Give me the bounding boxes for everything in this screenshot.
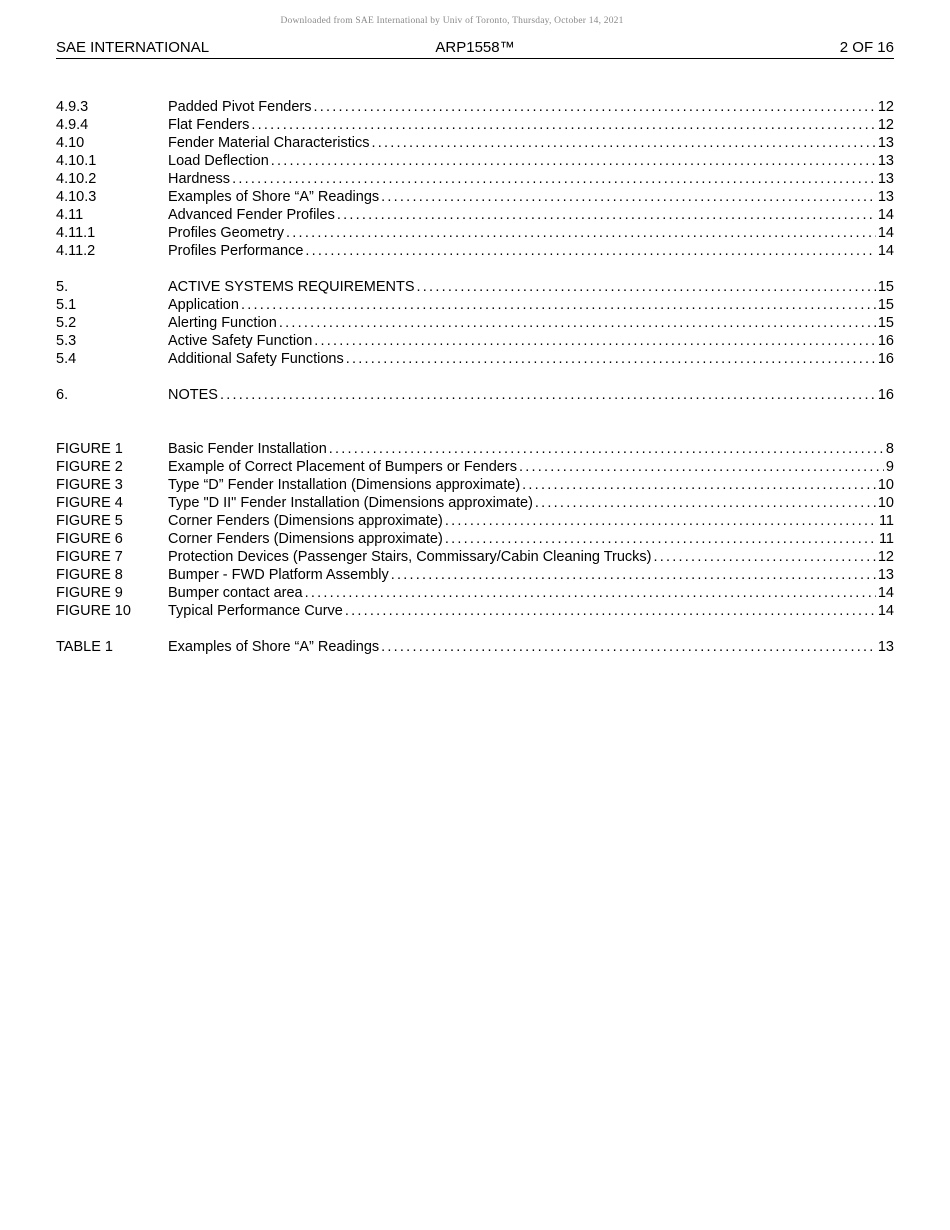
toc-entry-title: Advanced Fender Profiles: [168, 207, 335, 223]
toc-entry-number: 4.10: [56, 135, 85, 151]
toc-entry-number: 4.10.1: [56, 153, 97, 169]
toc-entry[interactable]: [56, 548, 894, 566]
toc-entry[interactable]: [56, 440, 894, 458]
toc-entry-number: 4.9.3: [56, 99, 89, 115]
toc-entry-page: 11: [878, 513, 894, 529]
toc-entry-number: FIGURE 3: [56, 477, 123, 493]
toc-entry[interactable]: [56, 116, 894, 134]
dot-leader: [381, 188, 876, 206]
download-watermark: Downloaded from SAE International by Univ of Toronto, Thursday, October 14, 2021: [280, 16, 624, 26]
toc-entry[interactable]: [56, 188, 894, 206]
header-page-number: 2 OF 16: [839, 39, 894, 56]
table-of-contents: [56, 98, 894, 656]
toc-entry-title: Typical Performance Curve: [168, 603, 343, 619]
toc-entry-page: 13: [877, 567, 894, 583]
toc-entry-number: 5.: [56, 279, 69, 295]
toc-entry-number: 5.2: [56, 315, 77, 331]
list-of-figures: [56, 440, 894, 620]
toc-entry-title: Active Safety Function: [168, 333, 313, 349]
spacer: [56, 260, 894, 278]
toc-entry-number: 4.10.2: [56, 171, 97, 187]
toc-entry-number: FIGURE 10: [56, 603, 131, 619]
toc-entry-title: Padded Pivot Fenders: [168, 99, 312, 115]
dot-leader: [381, 638, 876, 656]
toc-entry-number: 4.11.2: [56, 243, 96, 259]
toc-entry-number: FIGURE 9: [56, 585, 123, 601]
toc-entry-number: FIGURE 4: [56, 495, 123, 511]
dot-leader: [329, 440, 884, 458]
toc-entry-number: 4.10.3: [56, 189, 97, 205]
toc-entry[interactable]: [56, 170, 894, 188]
list-of-tables: [56, 638, 894, 656]
toc-entry-title: Examples of Shore “A” Readings: [168, 639, 380, 655]
dot-leader: [305, 584, 876, 602]
spacer: [56, 404, 894, 440]
dot-leader: [286, 224, 876, 242]
dot-leader: [445, 512, 877, 530]
dot-leader: [241, 296, 876, 314]
toc-entry-number: TABLE 1: [56, 639, 113, 655]
toc-entry-title: Hardness: [168, 171, 231, 187]
toc-entry-title: Fender Material Characteristics: [168, 135, 370, 151]
toc-entry-page: 16: [877, 387, 894, 403]
toc-entry[interactable]: [56, 206, 894, 224]
toc-entry-number: 4.11.1: [56, 225, 96, 241]
toc-entry-title: ACTIVE SYSTEMS REQUIREMENTS: [168, 279, 415, 295]
toc-entry-title: Bumper contact area: [168, 585, 303, 601]
toc-entry-page: 13: [877, 639, 894, 655]
toc-entry[interactable]: [56, 278, 894, 296]
toc-entry-number: 4.11: [56, 207, 84, 223]
toc-entry-page: 15: [877, 315, 894, 331]
toc-group-section-5: [56, 278, 894, 368]
toc-entry-page: 10: [877, 477, 894, 493]
toc-entry-page: 16: [877, 333, 894, 349]
toc-entry-number: FIGURE 5: [56, 513, 123, 529]
toc-entry[interactable]: [56, 530, 894, 548]
toc-entry-number: FIGURE 8: [56, 567, 123, 583]
toc-entry-title: Load Deflection: [168, 153, 269, 169]
toc-entry[interactable]: [56, 458, 894, 476]
dot-leader: [279, 314, 876, 332]
spacer: [56, 368, 894, 386]
header-document-number: ARP1558™: [435, 39, 515, 56]
toc-entry[interactable]: [56, 566, 894, 584]
toc-entry-title: Application: [168, 297, 239, 313]
toc-entry-page: 14: [877, 225, 894, 241]
toc-entry-page: 12: [877, 99, 894, 115]
toc-entry-page: 12: [877, 549, 894, 565]
toc-entry-title: Corner Fenders (Dimensions approximate): [168, 531, 443, 547]
header-organization: SAE INTERNATIONAL: [56, 39, 210, 56]
toc-entry[interactable]: [56, 314, 894, 332]
toc-entry[interactable]: [56, 134, 894, 152]
toc-entry-page: 9: [885, 459, 894, 475]
toc-entry[interactable]: [56, 152, 894, 170]
toc-entry-page: 16: [877, 351, 894, 367]
toc-entry-page: 15: [877, 297, 894, 313]
dot-leader: [313, 98, 875, 116]
toc-entry-title: Alerting Function: [168, 315, 277, 331]
toc-entry-page: 10: [877, 495, 894, 511]
page-header: [56, 38, 894, 59]
dot-leader: [220, 386, 876, 404]
toc-entry-title: Example of Correct Placement of Bumpers or Fenders: [168, 459, 517, 475]
toc-entry-number: 5.3: [56, 333, 77, 349]
dot-leader: [251, 116, 875, 134]
toc-entry-page: 13: [877, 171, 894, 187]
dot-leader: [445, 530, 877, 548]
dot-leader: [337, 206, 876, 224]
toc-entry-title: Basic Fender Installation: [168, 441, 327, 457]
toc-entry-title: Type "D II" Fender Installation (Dimensions approximate): [168, 495, 533, 511]
toc-entry[interactable]: [56, 512, 894, 530]
dot-leader: [535, 494, 876, 512]
toc-entry-page: 13: [877, 153, 894, 169]
toc-entry-page: 14: [877, 585, 894, 601]
toc-entry[interactable]: [56, 386, 894, 404]
toc-entry-number: 5.1: [56, 297, 77, 313]
toc-entry-title: Flat Fenders: [168, 117, 250, 133]
dot-leader: [345, 602, 876, 620]
toc-entry-number: FIGURE 7: [56, 549, 123, 565]
spacer: [56, 620, 894, 638]
toc-entry-page: 13: [877, 135, 894, 151]
dot-leader: [522, 476, 876, 494]
toc-group-section-6: [56, 386, 894, 404]
toc-entry[interactable]: [56, 98, 894, 116]
toc-entry-page: 11: [878, 531, 894, 547]
toc-entry-title: Corner Fenders (Dimensions approximate): [168, 513, 443, 529]
toc-entry-number: FIGURE 1: [56, 441, 123, 457]
toc-entry[interactable]: [56, 476, 894, 494]
toc-entry-title: Type “D” Fender Installation (Dimensions approximate): [168, 477, 521, 493]
dot-leader: [346, 350, 876, 368]
toc-entry[interactable]: [56, 296, 894, 314]
toc-entry-title: NOTES: [168, 387, 218, 403]
toc-entry[interactable]: [56, 224, 894, 242]
toc-entry[interactable]: [56, 638, 894, 656]
toc-entry-title: Bumper - FWD Platform Assembly: [168, 567, 389, 583]
toc-entry[interactable]: [56, 242, 894, 260]
toc-entry[interactable]: [56, 584, 894, 602]
toc-entry-page: 14: [877, 243, 894, 259]
toc-entry-page: 15: [877, 279, 894, 295]
toc-entry-page: 14: [877, 207, 894, 223]
dot-leader: [232, 170, 876, 188]
toc-entry-title: Profiles Geometry: [168, 225, 285, 241]
toc-entry[interactable]: [56, 602, 894, 620]
toc-entry-number: 4.9.4: [56, 117, 89, 133]
dot-leader: [654, 548, 876, 566]
dot-leader: [271, 152, 876, 170]
toc-entry-number: 5.4: [56, 351, 77, 367]
toc-entry-title: Examples of Shore “A” Readings: [168, 189, 380, 205]
toc-entry-number: FIGURE 6: [56, 531, 123, 547]
toc-entry-number: FIGURE 2: [56, 459, 123, 475]
toc-group-section-4: [56, 98, 894, 260]
toc-entry-page: 13: [877, 189, 894, 205]
toc-entry-title: Protection Devices (Passenger Stairs, Commissary/Cabin Cleaning Trucks): [168, 549, 652, 565]
toc-entry-page: 8: [885, 441, 894, 457]
toc-entry-number: 6.: [56, 387, 69, 403]
toc-entry[interactable]: [56, 350, 894, 368]
dot-leader: [519, 458, 884, 476]
dot-leader: [391, 566, 876, 584]
toc-entry[interactable]: [56, 494, 894, 512]
toc-entry-page: 12: [877, 117, 894, 133]
dot-leader: [305, 242, 875, 260]
toc-entry-page: 14: [877, 603, 894, 619]
dot-leader: [314, 332, 876, 350]
toc-entry-title: Profiles Performance: [168, 243, 304, 259]
dot-leader: [417, 278, 876, 296]
toc-entry[interactable]: [56, 332, 894, 350]
toc-entry-title: Additional Safety Functions: [168, 351, 344, 367]
dot-leader: [371, 134, 875, 152]
